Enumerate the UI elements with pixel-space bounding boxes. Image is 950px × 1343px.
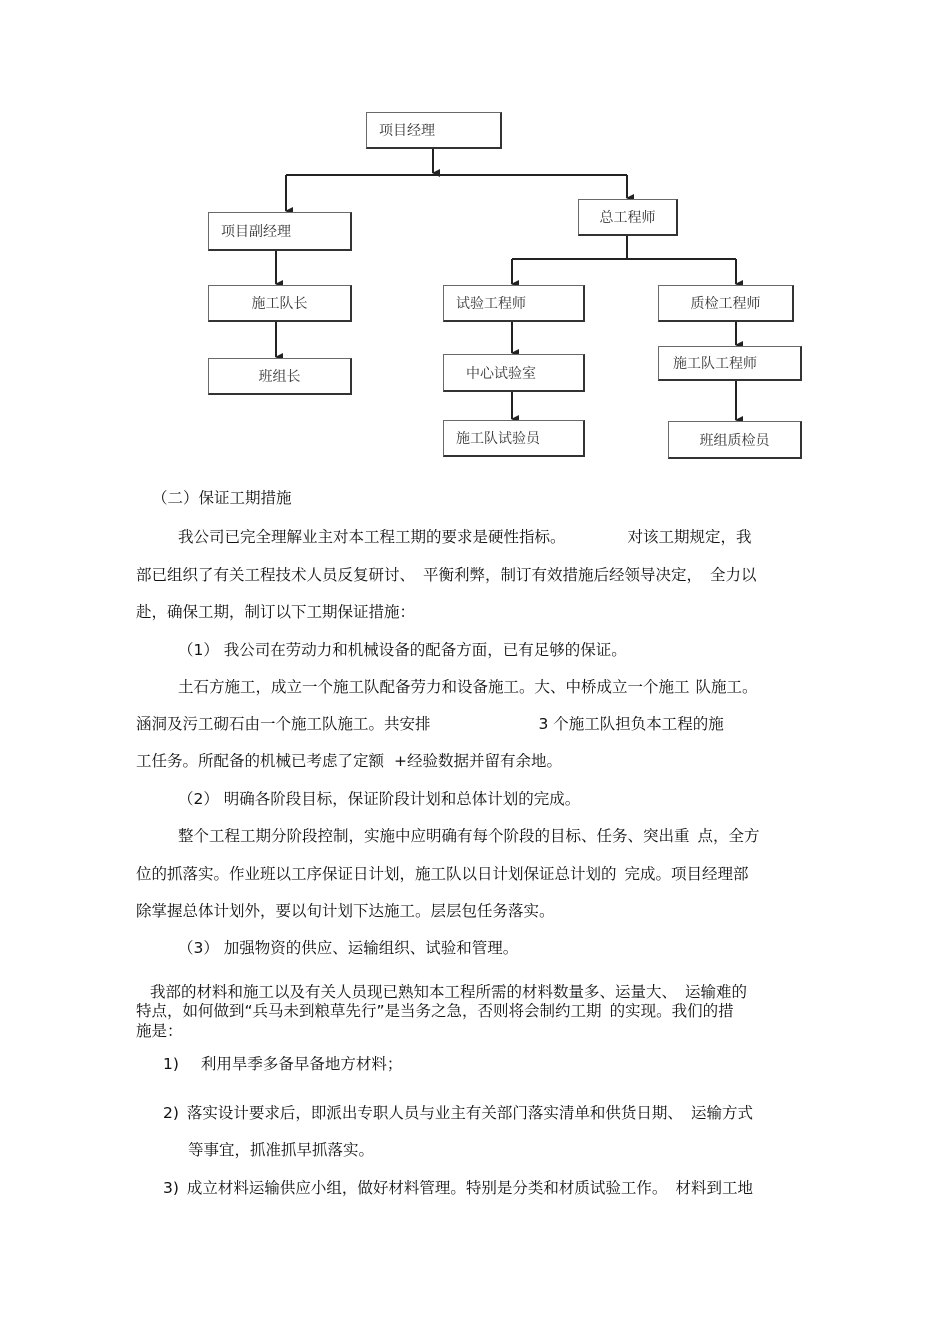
node-central-lab xyxy=(443,354,585,392)
item-text: 利用旱季多备早备地方材料； xyxy=(200,1055,403,1073)
node-group-leader xyxy=(208,358,352,395)
paragraph-line xyxy=(178,677,758,697)
node-label: 班组长 xyxy=(258,369,301,385)
node-label: 班组质检员 xyxy=(699,432,770,449)
text-run: 3 个施工队担负本工程的施 xyxy=(538,715,724,733)
numbered-item-2 xyxy=(163,1103,753,1123)
text-run: 位的抓落实。作业班以工序保证日计划，施工队以日计划保证总计划的 xyxy=(136,865,617,883)
node-team-engineer xyxy=(658,346,802,381)
text-run: 工任务。所配备的机械已考虑了定额 xyxy=(136,752,385,770)
numbered-item-2-continuation: 等事宜，抓准抓早抓落实。 xyxy=(188,1141,375,1159)
item-number: 2) xyxy=(163,1104,179,1122)
paragraph-line xyxy=(136,864,749,884)
numbered-item-3 xyxy=(163,1178,753,1198)
text-run: 全力以 xyxy=(710,566,757,584)
list-item-2: （2） 明确各阶段目标，保证阶段计划和总体计划的完成。 xyxy=(178,790,581,808)
list-item-1: （1） 我公司在劳动力和机械设备的配备方面，已有足够的保证。 xyxy=(178,641,627,659)
text-run: 部已组织了有关工程技术人员反复研讨、 xyxy=(136,566,416,584)
node-team-leader xyxy=(208,285,352,322)
org-chart-connectors xyxy=(0,0,950,470)
node-label: 项目经理 xyxy=(379,123,435,139)
paragraph-line: 除掌握总体计划外，要以旬计划下达施工。层层包任务落实。 xyxy=(136,902,555,920)
list-item-3: （3） 加强物资的供应、运输组织、试验和管理。 xyxy=(178,939,519,957)
node-chief-engineer xyxy=(578,199,678,236)
node-group-inspector xyxy=(668,421,802,459)
node-qc-engineer xyxy=(658,285,794,322)
text-run: 点，全方 xyxy=(697,827,760,845)
item-number: 3) xyxy=(163,1179,179,1197)
org-chart xyxy=(0,0,950,470)
node-label: 中心试验室 xyxy=(466,365,536,382)
text-run: 我部的材料和施工以及有关人员现已熟知本工程所需的材料数量多、运量大、 xyxy=(150,983,678,1001)
item-text: 材料到工地 xyxy=(675,1179,753,1197)
text-run: 队施工。 xyxy=(695,678,758,696)
paragraph-line: 赴，确保工期，制订以下工期保证措施： xyxy=(136,603,416,621)
item-text: 成立材料运输供应小组，做好材料管理。特别是分类和材质试验工作。 xyxy=(186,1179,668,1197)
text-run: 平衡利弊，制订有效措施后经领导决定， xyxy=(423,566,703,584)
text-run: +经验数据并留有余地。 xyxy=(394,752,563,770)
item-number: 1) xyxy=(163,1055,179,1073)
text-run: 对该工期规定，我 xyxy=(627,528,752,546)
text-run: 的实现。我们的措 xyxy=(609,1002,734,1020)
paragraph-line xyxy=(150,982,747,1002)
section-heading: （二）保证工期措施 xyxy=(152,489,292,507)
item-text: 落实设计要求后，即派出专职人员与业主有关部门落实清单和供货日期、 xyxy=(186,1104,683,1122)
text-run: 土石方施工，成立一个施工队配备劳力和设备施工。大、中桥成立一个施工 xyxy=(178,678,690,696)
node-label: 施工队试验员 xyxy=(456,431,540,447)
text-run: 我公司已完全理解业主对本工程工期的要求是硬性指标。 xyxy=(178,528,566,546)
text-run: 运输难的 xyxy=(685,983,748,1001)
node-project-manager xyxy=(366,112,502,149)
paragraph-line xyxy=(136,714,724,734)
paragraph-line xyxy=(136,751,562,771)
text-run: 涵洞及污工砌石由一个施工队施工。共安排 xyxy=(136,715,431,733)
node-label: 施工队长 xyxy=(251,296,308,312)
paragraph-line xyxy=(178,527,752,547)
text-run: 特点，如何做到“兵马未到粮草先行”是当务之急，否则将会制约工期 xyxy=(136,1002,602,1020)
node-label: 质检工程师 xyxy=(690,296,761,312)
paragraph-line xyxy=(178,826,760,846)
node-deputy-manager xyxy=(208,212,352,251)
node-label: 总工程师 xyxy=(599,210,656,226)
node-test-engineer xyxy=(443,285,585,322)
item-text: 运输方式 xyxy=(690,1104,753,1122)
paragraph-line: 施是： xyxy=(136,1022,183,1040)
node-team-tester xyxy=(443,420,585,457)
node-label: 试验工程师 xyxy=(456,296,526,312)
paragraph-line xyxy=(136,565,757,585)
text-run: 完成。项目经理部 xyxy=(624,865,749,883)
paragraph-line xyxy=(136,1001,734,1021)
text-run: 整个工程工期分阶段控制，实施中应明确有每个阶段的目标、任务、突出重 xyxy=(178,827,690,845)
node-label: 施工队工程师 xyxy=(673,356,757,372)
numbered-item-1 xyxy=(163,1054,402,1074)
node-label: 项目副经理 xyxy=(221,224,291,240)
